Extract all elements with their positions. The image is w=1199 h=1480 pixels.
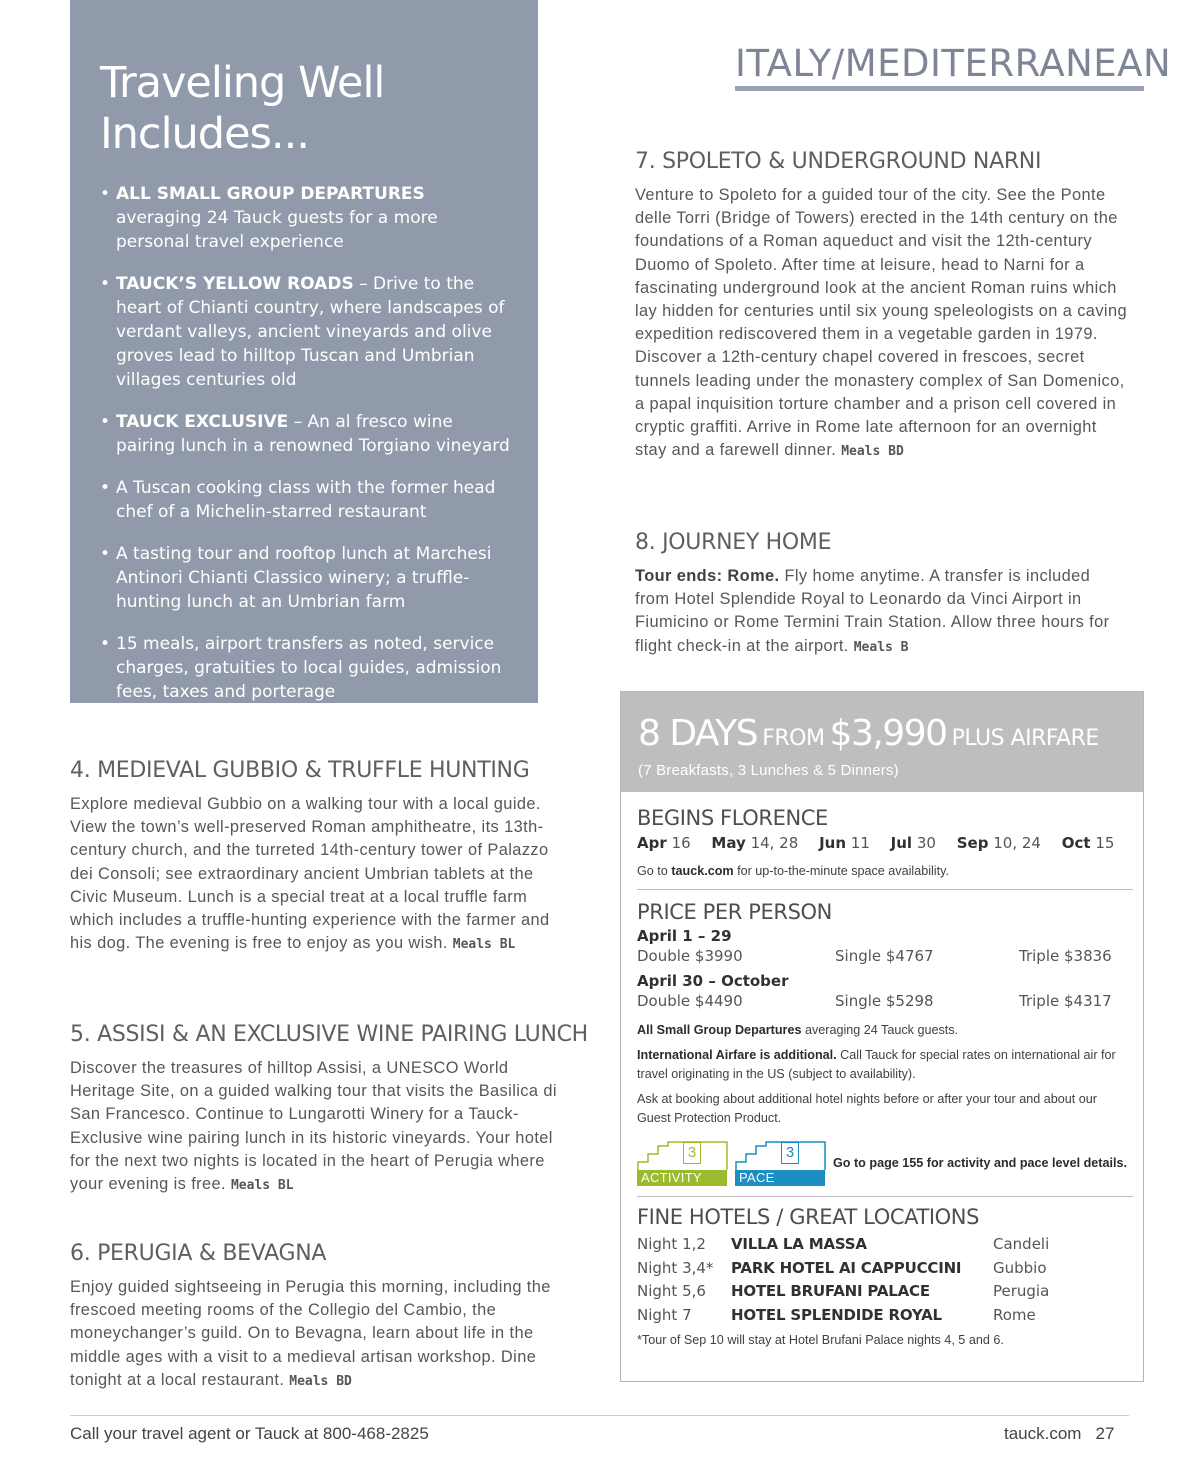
departure-dates: Apr 16 May 14, 28 Jun 11 Jul 30 Sep 10, 24 Oct 15 [637, 834, 1115, 852]
price-headline: 8 DAYS FROM $3,990 PLUS AIRFARE [638, 713, 1099, 754]
divider [637, 1196, 1133, 1197]
hotel-row: Night 1,2 VILLA LA MASSA Candeli [637, 1235, 1050, 1253]
day-body: Tour ends: Rome. Fly home anytime. A transfer is included from Hotel Splendide Royal to Leonardo da Vinci Airport in Fiumicino or Rome Termini Train Station. Allow three hours for flight check-in at the airport. Meals B [635, 567, 1110, 655]
day-4 [70, 757, 562, 956]
day-7 [635, 148, 1129, 463]
level-note: Go to page 155 for activity and pace level details. [833, 1156, 1127, 1170]
day-body: Discover the treasures of hilltop Assisi, a UNESCO World Heritage Site, on a guided walking tour that visits the Basilica di San Francesco. Continue to Lungarotti Winery for a Tauck-Exclusive wine pairing lunch in its historic vineyards. Your hotel for the next two nights is located in the heart of Perugia where your evening is free. Meals BL [70, 1059, 557, 1194]
hotel-footnote: *Tour of Sep 10 will stay at Hotel Brufani Palace nights 4, 5 and 6. [637, 1333, 1004, 1347]
footer-contact: Call your travel agent or Tauck at 800-468-2825 [70, 1424, 429, 1443]
includes-item: • TAUCK’S YELLOW ROADS – Drive to the heart of Chianti country, where landscapes of verdant valleys, ancient vineyards and olive groves lead to hilltop Tuscan and Umbrian villages centuries old [100, 272, 510, 392]
meals-summary: (7 Breakfasts, 3 Lunches & 5 Dinners) [638, 762, 899, 779]
day-6 [70, 1240, 562, 1393]
pace-label: PACE [735, 1170, 825, 1186]
activity-level [637, 1140, 731, 1186]
begins-heading: BEGINS FLORENCE [637, 806, 828, 830]
activity-label: ACTIVITY [637, 1170, 727, 1186]
price-period-label: April 30 – October [637, 972, 789, 990]
hotel-row: Night 7 HOTEL SPLENDIDE ROYAL Rome [637, 1305, 1036, 1324]
includes-item: • A tasting tour and rooftop lunch at Marchesi Antinori Chianti Classico winery; a truffle-hunting lunch at an Umbrian farm [100, 542, 510, 614]
footer-rule [70, 1415, 1129, 1416]
day-title: 7. SPOLETO & UNDERGROUND NARNI [635, 149, 1042, 174]
footer-right [1004, 1424, 1114, 1444]
includes-item: • ALL SMALL GROUP DEPARTURES averaging 24 Tauck guests for a more personal travel experience [100, 182, 510, 254]
meals-label: Meals BL [230, 1178, 294, 1194]
day-body: Enjoy guided sightseeing in Perugia this morning, including the frescoed meeting rooms of the Collegio del Cambio, the moneychanger’s guild. On to Bevagna, learn about life in the middle ages with a visit to a medieval artisan workshop. Dine tonight at a local restaurant. Meals BD [70, 1278, 551, 1389]
section-header: ITALY/MEDITERRANEAN [735, 42, 1172, 85]
airfare-note: International Airfare is additional. Call Tauck for special rates on international air for travel originating in the US (subject to availability). [637, 1048, 1116, 1081]
hotels-heading: FINE HOTELS / GREAT LOCATIONS [637, 1205, 980, 1229]
includes-item: • TAUCK EXCLUSIVE – An al fresco wine pairing lunch in a renowned Torgiano vineyard [100, 410, 510, 458]
hotel-row: Night 3,4* PARK HOTEL AI CAPPUCCINI Gubbio [637, 1258, 1047, 1277]
pace-level-number: 3 [781, 1142, 799, 1164]
divider [637, 889, 1133, 890]
price-row: Double $3990 Single $4767 Triple $3836 [637, 947, 1112, 965]
price-heading: PRICE PER PERSON [637, 900, 832, 924]
day-body: Explore medieval Gubbio on a walking tour with a local guide. View the town’s well-preserved Roman amphitheatre, its 13th-century church, and the turreted 14th-century tower of Palazzo dei Consoli; see extraordinary ancient Umbrian tablets at the Civic Museum. Lunch is a special treat at a local truffle farm which includes a truffle-hunting experience with the farmer and his dog. The evening is free to enjoy as you wish. Meals BL [70, 795, 550, 953]
day-8 [635, 529, 1129, 659]
section-rule [735, 86, 1144, 91]
day-body: Venture to Spoleto for a guided tour of the city. See the Ponte delle Torri (Bridge of Towers) erected in the 14th century on the foundations of a Roman aqueduct and visit the 12th-century Duomo of Spoleto. After time at leisure, head to Narni for a fascinating underground look at the ancient Roman ruins which lay hidden for centuries until six young speleologists on a caving expedition rediscovered them in a vegetable garden in 1979. Discover a 12th-century chapel covered in frescoes, secret tunnels leading under the monastery complex of San Domenico, a papal inquisition torture chamber and a prison cell covered in cryptic graffiti. Arrive in Rome late afternoon for an overnight stay and a farewell dinner. Meals BD [635, 186, 1127, 460]
day-title: 5. ASSISI & AN EXCLUSIVE WINE PAIRING LUNCH [70, 1022, 588, 1047]
meals-label: Meals BD [841, 444, 904, 460]
includes-item: • 15 meals, airport transfers as noted, service charges, gratuities to local guides, admission fees, taxes and porterage [100, 632, 510, 704]
day-title: 6. PERUGIA & BEVAGNA [70, 1241, 327, 1266]
day-5 [70, 1021, 588, 1197]
price-box [620, 691, 1144, 1382]
includes-box [70, 0, 538, 703]
page-number: 27 [1095, 1424, 1115, 1443]
includes-title: Traveling Well Includes... [100, 58, 385, 159]
includes-list [100, 182, 510, 704]
footer-site-link[interactable]: tauck.com [1004, 1424, 1082, 1443]
meals-label: Meals BL [452, 937, 516, 953]
level-indicators [637, 1140, 1133, 1186]
price-period-label: April 1 – 29 [637, 927, 732, 945]
hotel-row: Night 5,6 HOTEL BRUFANI PALACE Perugia [637, 1282, 1050, 1300]
day-title: 8. JOURNEY HOME [635, 530, 832, 555]
availability-note: Go to tauck.com for up-to-the-minute space availability. [637, 864, 949, 878]
day-title: 4. MEDIEVAL GUBBIO & TRUFFLE HUNTING [70, 758, 530, 783]
price-banner [621, 692, 1143, 792]
price-row: Double $4490 Single $5298 Triple $4317 [637, 992, 1112, 1010]
includes-item: • A Tuscan cooking class with the former head chef of a Michelin-starred restaurant [100, 476, 510, 524]
pace-level [735, 1140, 829, 1186]
tauck-link[interactable]: tauck.com [671, 864, 734, 878]
booking-note: Ask at booking about additional hotel nights before or after your tour and about our Guest Protection Product. [637, 1092, 1097, 1125]
meals-label: Meals B [853, 639, 909, 655]
meals-label: Meals BD [289, 1373, 352, 1389]
small-group-note: All Small Group Departures averaging 24 Tauck guests. [637, 1023, 959, 1037]
activity-level-number: 3 [683, 1142, 701, 1164]
